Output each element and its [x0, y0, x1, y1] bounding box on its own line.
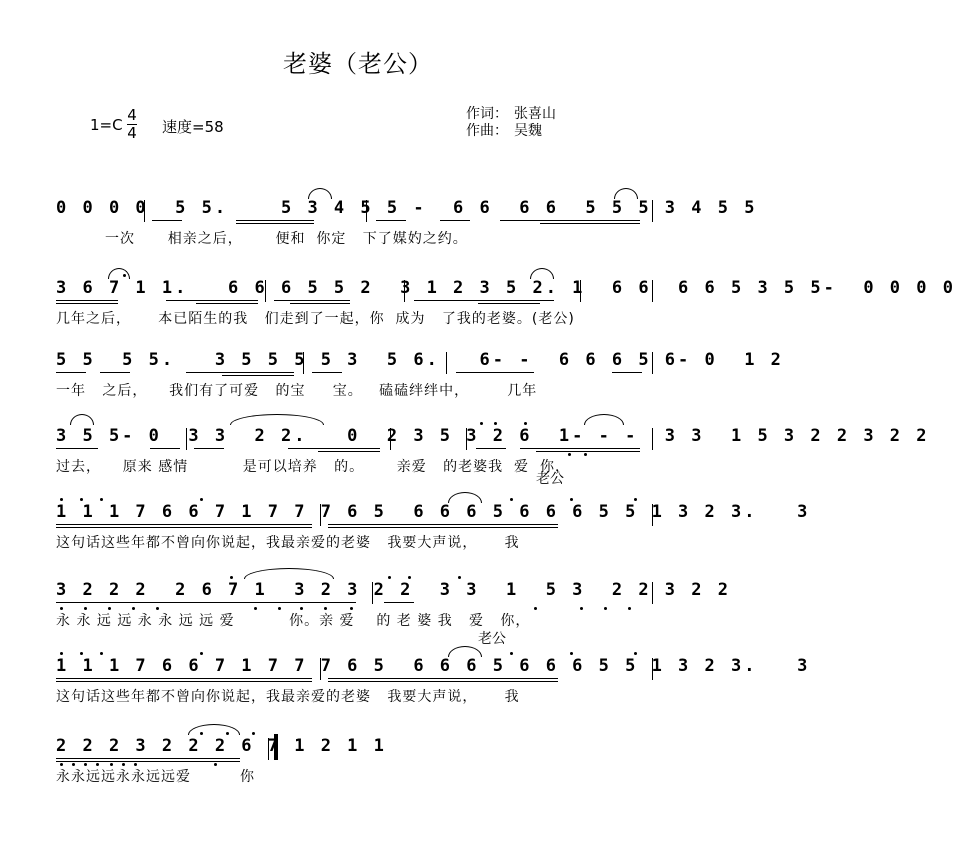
composer-label: 作曲： [466, 123, 508, 139]
lyricist-label: 作词： [466, 106, 508, 122]
lyricist-name: 张喜山 [514, 106, 556, 122]
lyrics-line-7: 这句话这些年都不曾向你说起，我最亲爱的老婆 我要大声说， 我 [56, 689, 520, 705]
song-title: 老婆（老公） [283, 50, 433, 78]
music-line-6 [0, 580, 731, 650]
lyrics-line-6: 永 永 远 远 永 永 远 远 爱 你。亲 爱 的 老 婆 我 爱 你， [56, 613, 531, 629]
notation-line-6: 3 2 2 2 2 6 7 1 3 2 3 2 2 3 3 1 5 3 2 2 3 2 2 [56, 580, 731, 600]
tempo-marking: 速度=58 [162, 118, 224, 136]
lyrics-line-8: 永永远远永永远远爱 你 [56, 769, 256, 785]
notation-line-5: 1 1 1 7 6 6 7 1 7 7 7 6 5 6 6 6 5 6 6 6 5 5 1 3 2 3. 3 [56, 502, 811, 522]
lyrics-line-4: 过去， 原来 感情 是可以培养 的。 亲爱 的老婆我 爱 你， [56, 459, 570, 475]
music-line-3 [0, 350, 784, 420]
credits [466, 106, 556, 140]
notation-line-1: 0 0 0 0 5 5. 5 3 4 5 5 - 6 6 6 6 5 5 5 3 4 5 5 [56, 198, 758, 218]
time-signature [127, 108, 137, 141]
composer-name: 吴魏 [514, 123, 542, 139]
lyrics-line-2: 几年之后， 本已陌生的我 们走到了一起，你 成为 了我的老婆。(老公) [56, 311, 575, 327]
notation-line-3: 5 5 5 5. 3 5 5 5 5 3 5 6. 6- - 6 6 6 5 6- 0 1 2 [56, 350, 784, 370]
lyrics-line-5: 这句话这些年都不曾向你说起，我最亲爱的老婆 我要大声说， 我 [56, 535, 520, 551]
music-line-7 [0, 656, 811, 726]
music-line-1 [0, 198, 758, 268]
meter-bottom: 4 [127, 124, 137, 142]
music-line-4 [0, 426, 930, 496]
notation-line-8: 2 2 2 3 2 2 2 6 7 1 2 1 1 [56, 736, 387, 756]
meter-top: 4 [127, 106, 137, 124]
notation-line-2: 3 6 7 1 1. 6 6 6 5 5 2 3 1 2 3 5 2. 1 6 6 6 6 5 3 5 5- 0 0 0 0 [56, 278, 956, 298]
lyrics-alt-line-6: 老公 [478, 631, 506, 647]
notation-line-7: 1 1 1 7 6 6 7 1 7 7 7 6 5 6 6 6 5 6 6 6 5 5 1 3 2 3. 3 [56, 656, 811, 676]
music-line-2 [0, 278, 956, 348]
music-line-5 [0, 502, 811, 572]
lyrics-line-3: 一年 之后， 我们有了可爱 的宝 宝。 磕磕绊绊中， 几年 [56, 383, 538, 399]
lyrics-line-1: 一次 相亲之后， 便和 你定 下了媒妁之约。 [56, 231, 468, 247]
key-signature: 1=C [90, 116, 123, 134]
lyrics-alt-line-4: 老公 [536, 471, 564, 487]
notation-line-4: 3 5 5- 0 3 3 2 2. 0 2 3 5 3 2 6 1- - - 3 3 1 5 3 2 2 3 2 2 [56, 426, 930, 446]
music-line-8 [0, 736, 716, 806]
